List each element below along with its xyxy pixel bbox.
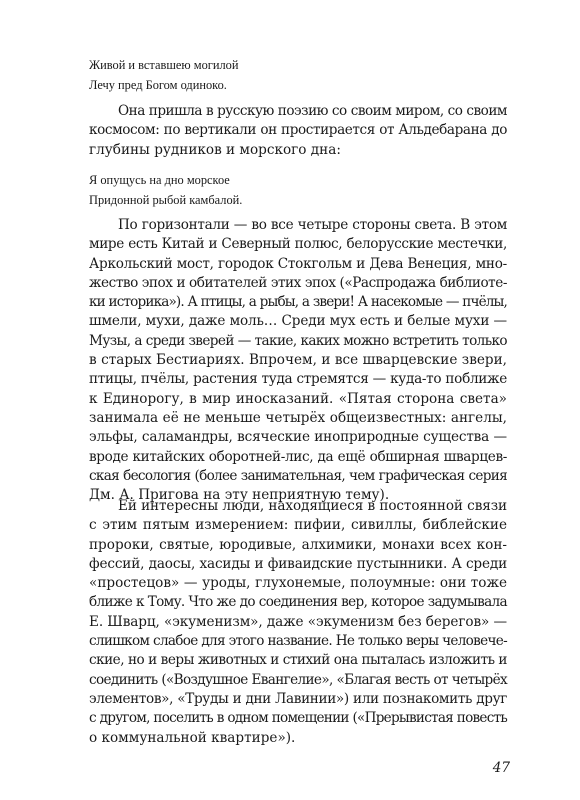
text-line: ская бесология (более занимательная, чем графическая серия — [89, 467, 507, 484]
text-line: ки историка»). А птицы, а рыбы, а звери! А насекомые — пчёлы, — [89, 294, 507, 311]
text-line: ские, но и веры животных и стихий она пыталась изложить и — [89, 652, 507, 669]
paragraph-2 — [89, 216, 507, 505]
text-line: «простецов» — уроды, глухонемые, полоумные: они тоже — [89, 575, 507, 592]
verse-line: Я опущусь на дно морское — [89, 173, 230, 187]
text-line: птицы, пчёлы, растения туда стремятся — куда-то поближе — [89, 371, 507, 388]
verse-stanza-2 — [89, 171, 242, 210]
text-line: о коммунальной квартире»). — [89, 729, 296, 746]
page-number: 47 — [492, 760, 510, 776]
text-line: эльфы, саламандры, всяческие иноприродные существа — — [89, 429, 507, 446]
paragraph-3 — [89, 497, 507, 748]
text-line: шмели, мухи, даже моль… Среди мух есть и белые мухи — — [89, 313, 507, 330]
text-line: вроде китайских оборотней-лис, да ещё обширная шварцев- — [89, 448, 507, 465]
verse-line: Придонной рыбой камбалой. — [89, 192, 243, 207]
verse-line: Живой и вставшею могилой — [89, 58, 239, 72]
text-line: фессий, даосы, хасиды и фиваидские пустынники. А среди — [89, 555, 507, 572]
text-line: в старых Бестиариях. Впрочем, и все шварцевские звери, — [89, 352, 507, 369]
text-line: По горизонтали — во все четыре стороны света. В этом — [118, 217, 507, 233]
text-line: космосом: по вертикали он простирается от Альдебарана до — [89, 122, 507, 139]
paragraph-1 — [89, 102, 507, 160]
text-line: Ей интересны люди, находящиеся в постоянной связи — [118, 498, 507, 514]
text-line: Е. Шварц, «экуменизм», даже «экуменизм без берегов» — — [89, 613, 507, 630]
text-line: к Единорогу, в мир иносказаний. «Пятая сторона света» — [89, 390, 507, 407]
text-line: занимала её не меньше четырёх общеизвестных: ангелы, — [89, 409, 507, 426]
text-line: слишком слабое для этого название. Не только веры человече- — [89, 633, 507, 650]
text-line: с другом, поселить в одном помещении («Прерывистая повесть — [89, 710, 507, 727]
text-line: Аркольский мост, городок Стокгольм и Дева Венеция, мно- — [89, 255, 507, 272]
text-line: с этим пятым измерением: пифии, сивиллы, библейские — [89, 517, 507, 534]
text-line: пророки, святые, юродивые, алхимики, монахи всех кон- — [89, 536, 507, 553]
text-line: ближе к Тому. Что же до соединения вер, которое задумывала — [89, 594, 507, 611]
text-line: Дм. А. Пригова на эту неприятную тему). — [89, 487, 390, 504]
text-line: элементов», «Труды и дни Лавинии») или познакомить друг — [89, 690, 507, 707]
text-line: глубины рудников и морского дна: — [89, 141, 341, 158]
text-line: жество эпох и обитателей этих эпох («Распродажа библиоте- — [89, 274, 507, 291]
verse-line: Лечу пред Богом одиноко. — [89, 77, 227, 92]
text-line: мире есть Китай и Северный полюс, белорусские местечки, — [89, 236, 507, 253]
verse-stanza-1 — [89, 56, 239, 95]
text-line: Музы, а среди зверей — такие, каких можно встретить только — [89, 332, 507, 349]
text-line: Она пришла в русскую поэзию со своим миром, со своим — [118, 103, 507, 119]
text-line: соединить («Воздушное Евангелие», «Благая весть от четырёх — [89, 671, 507, 688]
